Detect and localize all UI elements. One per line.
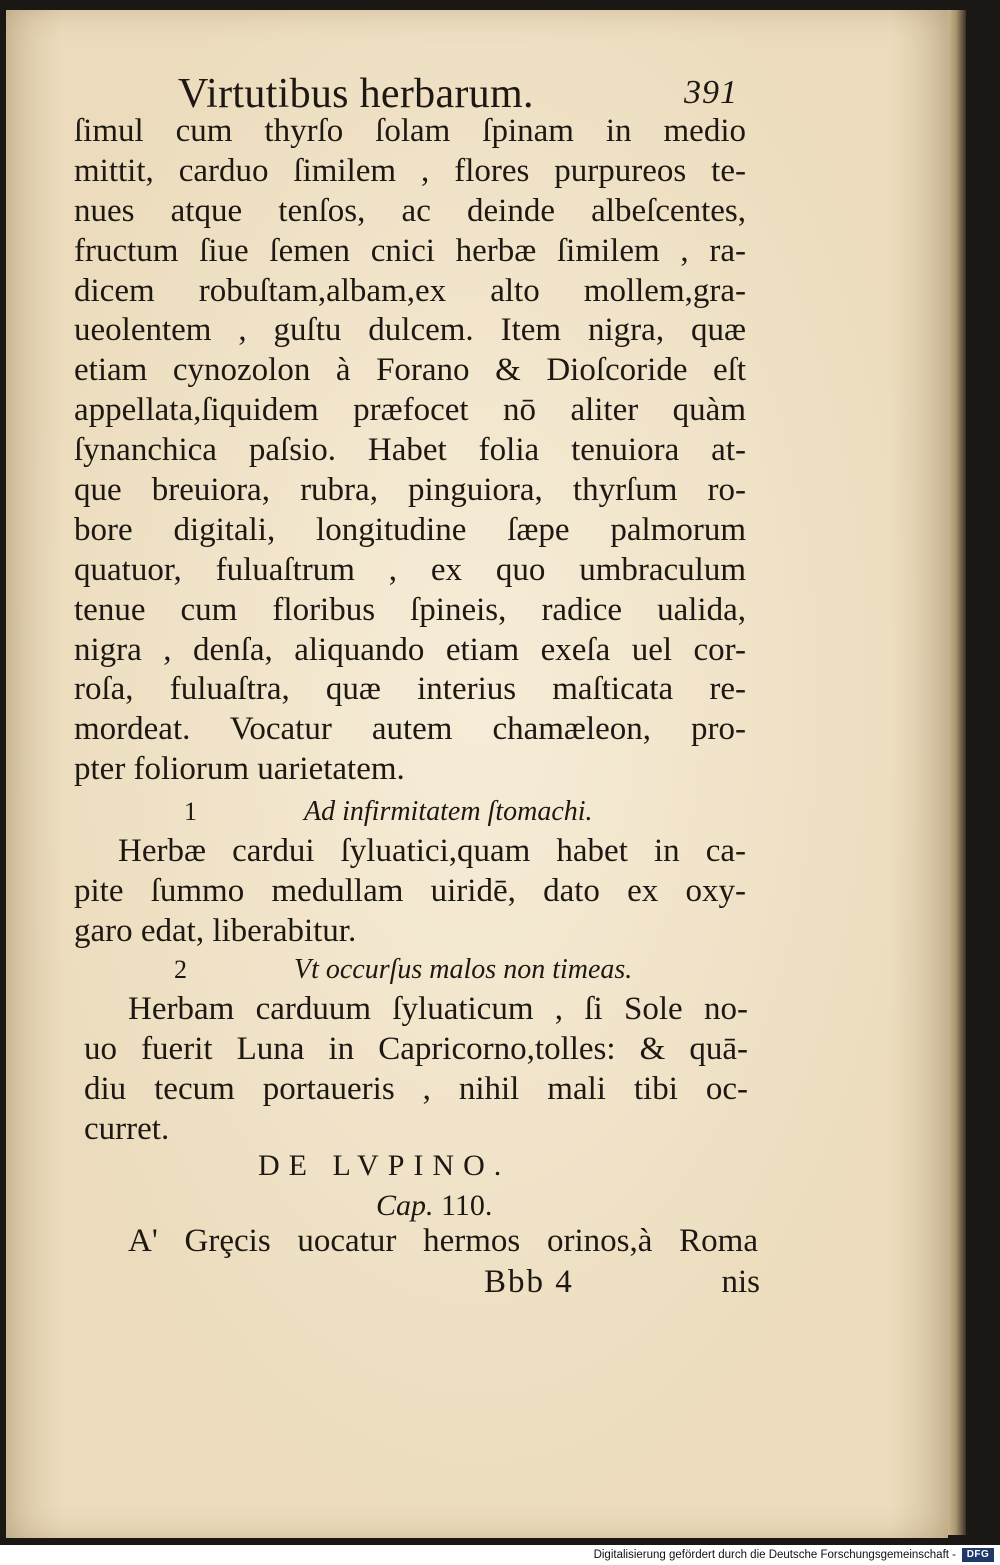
page-edge [948, 10, 966, 1535]
running-title: Virtutibus herbarum. [178, 71, 534, 117]
chapter-opening [128, 1222, 758, 1262]
chapter-heading: DE LVPINO. [258, 1149, 511, 1182]
text-line: que breuiora, rubra, pinguiora, thyrſum ro- [74, 472, 746, 509]
text-line: nigra , denſa, aliquando etiam exeſa uel cor- [74, 631, 746, 668]
body-text [74, 112, 746, 790]
remedy-heading [74, 792, 746, 832]
dfg-logo: DFG [962, 1548, 994, 1562]
remedy-section-1 [74, 792, 746, 952]
catchword: nis [721, 1264, 760, 1300]
text-line: mittit, carduo ſimilem , flores purpureos te- [74, 152, 746, 189]
text-line: roſa, fuluaſtra, quæ interius maſticata re- [74, 671, 746, 708]
text-line: ueolentem , guſtu dulcem. Item nigra, quæ [74, 312, 746, 349]
signature-mark: Bbb 4 [484, 1264, 574, 1300]
text-line: Herbam carduum ſyluaticum , ſi Sole no- [128, 991, 748, 1027]
text-line: etiam cynozolon à Forano & Dioſcoride eſt [74, 352, 746, 389]
text-line: uo fuerit Luna in Capricorno,tolles: & quā- [84, 1030, 748, 1067]
chapter-label: Cap. [376, 1189, 434, 1222]
footer-credit: Digitalisierung gefördert durch die Deutsche Forschungsgemeinschaft - [593, 1549, 956, 1561]
text-line: dicem robuſtam,albam,ex alto mollem,gra- [74, 272, 746, 309]
text-line: ſimul cum thyrſo ſolam ſpinam in medio [74, 113, 746, 149]
text-line: A' Grȩcis uocatur hermos orinos,à Roma [128, 1223, 758, 1259]
remedy-number: 1 [184, 797, 197, 826]
text-line: garo edat, liberabitur. [74, 912, 357, 949]
chapter-number [376, 1186, 492, 1226]
text-line: curret. [84, 1110, 170, 1147]
text-line: pite ſummo medullam uiridē, dato ex oxy- [74, 872, 746, 909]
page-number: 391 [684, 74, 738, 111]
text-line: ſynanchica paſsio. Habet folia tenuiora at- [74, 432, 746, 469]
remedy-title: Vt occurſus malos non timeas. [294, 954, 633, 985]
remedy-section-2 [84, 950, 748, 1150]
footer-strip [0, 1545, 1000, 1565]
text-line: appellata,ſiquidem præfocet nō aliter quàm [74, 392, 746, 429]
text-line: quatuor, fuluaſtrum , ex quo umbraculum [74, 551, 746, 588]
text-line: tenue cum floribus ſpineis, radice ualida, [74, 591, 746, 628]
text-line: fructum ſiue ſemen cnici herbæ ſimilem , ra- [74, 232, 746, 269]
text-line: diu tecum portaueris , nihil mali tibi oc- [84, 1070, 748, 1107]
remedy-title: Ad infirmitatem ſtomachi. [304, 796, 593, 827]
text-line: Herbæ cardui ſyluatici,quam habet in ca- [118, 833, 746, 869]
text-line: pter foliorum uarietatem. [74, 751, 405, 788]
remedy-heading [84, 950, 748, 990]
chapter-number-value: 110. [441, 1189, 493, 1222]
text-line: bore digitali, longitudine ſæpe palmorum [74, 511, 746, 548]
text-line: mordeat. Vocatur autem chamæleon, pro- [74, 711, 746, 748]
remedy-number: 2 [174, 955, 187, 984]
signature-line [484, 1262, 760, 1302]
text-line: nues atque tenſos, ac deinde albeſcentes, [74, 192, 746, 229]
